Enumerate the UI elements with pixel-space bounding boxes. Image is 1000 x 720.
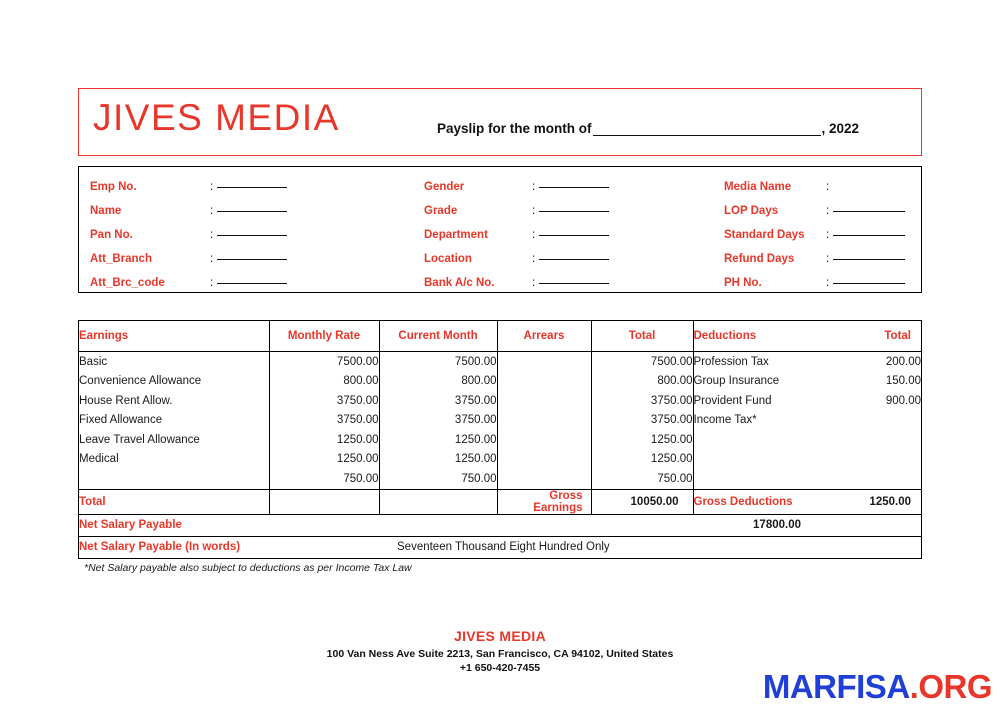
gross-deductions-value: 1250.00 <box>831 489 921 514</box>
earning-current-month: 800.00 <box>379 372 497 392</box>
col-deductions-total: Total <box>831 321 921 352</box>
payslip-month-line <box>437 121 859 136</box>
label-att-brc-code: Att_Brc_code <box>90 277 165 289</box>
deduction-name: Income Tax* <box>693 411 831 431</box>
earning-total: 750.00 <box>591 469 693 489</box>
payslip-month-blank[interactable] <box>593 121 821 136</box>
info-row-name <box>90 199 287 223</box>
earning-name: Basic <box>79 355 108 368</box>
net-salary-words-row <box>79 536 921 558</box>
footer-phone: +1 650-420-7455 <box>459 662 541 674</box>
watermark <box>763 668 992 706</box>
colon-bank-ac-no: : <box>532 277 536 289</box>
earning-monthly-rate: 3750.00 <box>269 411 379 431</box>
colon-media-name: : <box>826 181 830 193</box>
earning-name: Convenience Allowance <box>79 375 202 388</box>
info-row-ph-no <box>724 271 905 295</box>
net-salary-value: 17800.00 <box>591 514 921 536</box>
col-current-month: Current Month <box>379 321 497 352</box>
label-lop-days: LOP Days <box>724 205 779 217</box>
info-row-att-brc-code <box>90 271 287 295</box>
payslip-year: , 2022 <box>821 121 860 136</box>
table-row <box>79 430 921 450</box>
employee-info-box <box>78 166 922 293</box>
info-row-location <box>424 247 609 271</box>
value-att-brc-code[interactable] <box>217 272 287 284</box>
table-row <box>79 352 921 372</box>
value-grade[interactable] <box>539 200 609 212</box>
earning-monthly-rate: 3750.00 <box>269 391 379 411</box>
label-att-branch: Att_Branch <box>90 253 152 265</box>
value-pan-no[interactable] <box>217 224 287 236</box>
table-row <box>79 450 921 470</box>
colon-refund-days: : <box>826 253 830 265</box>
gross-deductions-label: Gross Deductions <box>693 489 831 514</box>
info-row-att-branch <box>90 247 287 271</box>
deduction-total <box>831 430 921 450</box>
colon-att-brc-code: : <box>210 277 214 289</box>
employee-info-column-3 <box>724 175 905 295</box>
earning-current-month: 1250.00 <box>379 430 497 450</box>
footer-address: 100 Van Ness Ave Suite 2213, San Francisco, CA 94102, United States <box>326 648 674 660</box>
col-monthly-rate: Monthly Rate <box>269 321 379 352</box>
total-label: Total <box>79 489 269 514</box>
watermark-part-1: MARFISA <box>762 668 910 705</box>
info-row-department <box>424 223 609 247</box>
colon-ph-no: : <box>826 277 830 289</box>
deduction-total <box>831 411 921 431</box>
deduction-total <box>831 450 921 470</box>
table-row <box>79 372 921 392</box>
table-row <box>79 391 921 411</box>
colon-grade: : <box>532 205 536 217</box>
earning-monthly-rate: 1250.00 <box>269 450 379 470</box>
earning-arrears <box>497 391 591 411</box>
info-row-bank-ac-no <box>424 271 609 295</box>
colon-emp-no: : <box>210 181 214 193</box>
colon-lop-days: : <box>826 205 830 217</box>
info-row-refund-days <box>724 247 905 271</box>
label-bank-ac-no: Bank A/c No. <box>424 277 495 289</box>
table-row <box>79 469 921 489</box>
table-header-row <box>79 321 921 352</box>
earning-total: 800.00 <box>591 372 693 392</box>
earning-monthly-rate: 750.00 <box>269 469 379 489</box>
info-row-grade <box>424 199 609 223</box>
earning-arrears <box>497 411 591 431</box>
info-row-media-name <box>724 175 905 199</box>
colon-department: : <box>532 229 536 241</box>
label-refund-days: Refund Days <box>724 253 795 265</box>
earning-total: 1250.00 <box>591 450 693 470</box>
employee-info-column-2 <box>424 175 609 295</box>
earning-total: 3750.00 <box>591 411 693 431</box>
earning-monthly-rate: 1250.00 <box>269 430 379 450</box>
earning-arrears <box>497 352 591 372</box>
info-row-emp-no <box>90 175 287 199</box>
pay-table <box>78 320 922 559</box>
label-pan-no: Pan No. <box>90 229 133 241</box>
col-total: Total <box>591 321 693 352</box>
label-media-name: Media Name <box>724 181 792 193</box>
deduction-name: Provident Fund <box>693 391 831 411</box>
deduction-total: 150.00 <box>885 375 921 388</box>
earning-total: 3750.00 <box>591 391 693 411</box>
earning-arrears <box>497 430 591 450</box>
earning-arrears <box>497 469 591 489</box>
colon-name: : <box>210 205 214 217</box>
table-total-row <box>79 489 921 514</box>
colon-att-branch: : <box>210 253 214 265</box>
earning-arrears <box>497 450 591 470</box>
deduction-name <box>693 430 831 450</box>
earning-current-month: 750.00 <box>379 469 497 489</box>
header-box <box>78 88 922 156</box>
net-salary-words-label: Net Salary Payable (In words) <box>79 536 379 558</box>
net-salary-label: Net Salary Payable <box>79 514 591 536</box>
earning-total: 1250.00 <box>591 430 693 450</box>
earning-total: 7500.00 <box>591 352 693 372</box>
earning-monthly-rate: 800.00 <box>269 372 379 392</box>
earning-current-month: 7500.00 <box>379 352 497 372</box>
earning-current-month: 1250.00 <box>379 450 497 470</box>
value-bank-ac-no[interactable] <box>539 272 609 284</box>
deduction-name <box>693 450 831 470</box>
label-emp-no: Emp No. <box>90 181 137 193</box>
earning-name: Medical <box>79 453 119 466</box>
deduction-name: Profession Tax <box>693 352 831 372</box>
label-grade: Grade <box>424 205 458 217</box>
colon-gender: : <box>532 181 536 193</box>
net-salary-row <box>79 514 921 536</box>
label-department: Department <box>424 229 488 241</box>
value-lop-days[interactable] <box>833 200 905 212</box>
earning-current-month: 3750.00 <box>379 391 497 411</box>
gross-earnings-value: 10050.00 <box>591 489 693 514</box>
deduction-name <box>693 469 831 489</box>
brand-title: JIVES MEDIA <box>93 97 340 138</box>
table-row <box>79 411 921 431</box>
label-standard-days: Standard Days <box>724 229 805 241</box>
earning-name: House Rent Allow. <box>79 394 173 407</box>
earning-current-month: 3750.00 <box>379 411 497 431</box>
value-refund-days[interactable] <box>833 248 905 260</box>
total-monthly-rate-empty <box>269 489 379 514</box>
gross-earnings-label: Gross Earnings <box>497 489 591 514</box>
earning-monthly-rate: 7500.00 <box>269 352 379 372</box>
value-emp-no[interactable] <box>217 176 287 188</box>
employee-info-column-1 <box>90 175 287 295</box>
net-salary-words-value: Seventeen Thousand Eight Hundred Only <box>379 536 921 558</box>
earning-name <box>79 469 269 489</box>
colon-standard-days: : <box>826 229 830 241</box>
value-gender[interactable] <box>539 176 609 188</box>
value-department[interactable] <box>539 224 609 236</box>
value-name[interactable] <box>217 200 287 212</box>
info-row-standard-days <box>724 223 905 247</box>
footer-company-name: JIVES MEDIA <box>454 628 546 644</box>
label-ph-no: PH No. <box>724 277 762 289</box>
earning-name: Leave Travel Allowance <box>79 433 200 446</box>
col-earnings: Earnings <box>79 321 269 352</box>
col-arrears: Arrears <box>497 321 591 352</box>
label-gender: Gender <box>424 181 465 193</box>
value-att-branch[interactable] <box>217 248 287 260</box>
col-deductions: Deductions <box>693 321 831 352</box>
value-media-name[interactable] <box>833 177 905 188</box>
value-ph-no[interactable] <box>833 272 905 284</box>
label-name: Name <box>90 205 122 217</box>
total-current-month-empty <box>379 489 497 514</box>
watermark-part-2: .ORG <box>909 668 992 705</box>
value-location[interactable] <box>539 248 609 260</box>
label-location: Location <box>424 253 472 265</box>
payslip-month-label: Payslip for the month of <box>437 121 592 136</box>
earning-name: Fixed Allowance <box>79 414 163 427</box>
info-row-gender <box>424 175 609 199</box>
deduction-total <box>831 469 921 489</box>
deduction-total: 900.00 <box>885 394 921 407</box>
value-standard-days[interactable] <box>833 224 905 236</box>
info-row-lop-days <box>724 199 905 223</box>
info-row-pan-no <box>90 223 287 247</box>
colon-location: : <box>532 253 536 265</box>
colon-pan-no: : <box>210 229 214 241</box>
deduction-total: 200.00 <box>885 355 921 368</box>
footnote: *Net Salary payable also subject to deductions as per Income Tax Law <box>84 562 412 574</box>
earning-arrears <box>497 372 591 392</box>
deduction-name: Group Insurance <box>693 372 831 392</box>
